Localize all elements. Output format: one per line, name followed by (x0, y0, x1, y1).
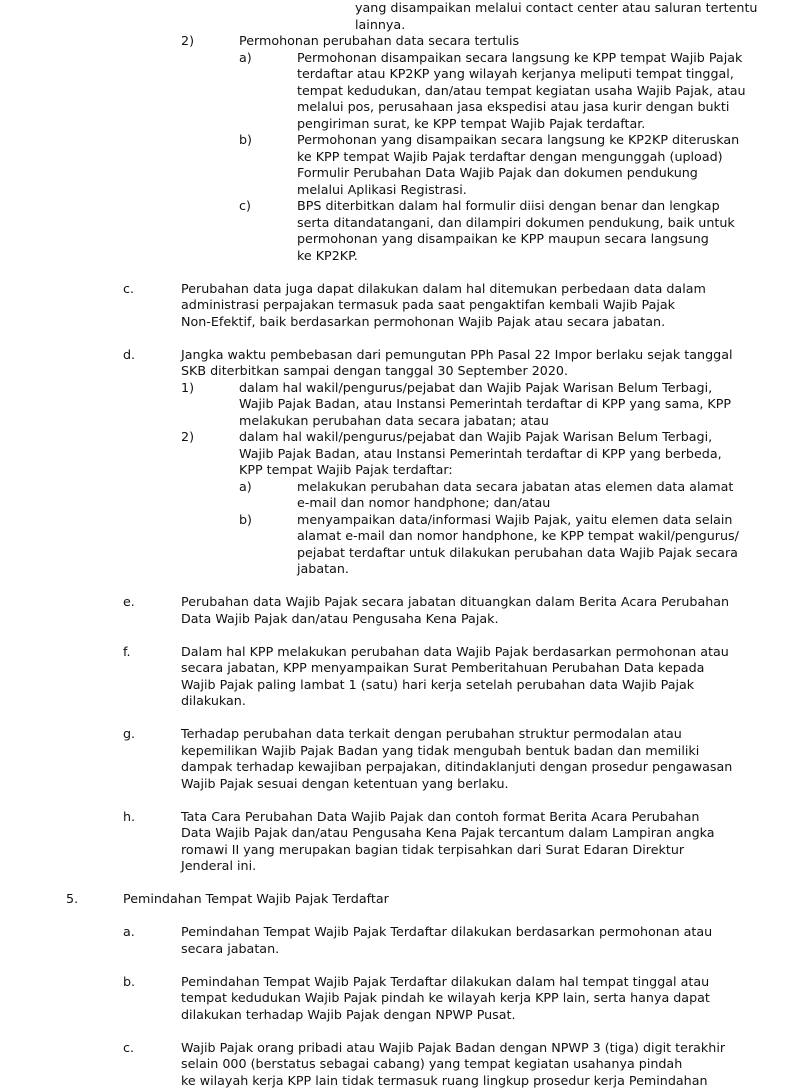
text-line: Non-Efektif, baik berdasarkan permohonan Wajib Pajak atau secara jabatan. (181, 314, 794, 331)
text-line: jabatan. (297, 561, 794, 578)
list-item-text (181, 924, 794, 957)
list-item (0, 347, 794, 380)
text-line: SKB diterbitkan sampai dengan tanggal 30 September 2020. (181, 363, 794, 380)
text-line: Wajib Pajak paling lambat 1 (satu) hari kerja setelah perubahan data Wajib Pajak (181, 677, 794, 694)
list-item-text (355, 0, 794, 33)
list-item-label: a) (239, 479, 252, 496)
text-line: Permohonan yang disampaikan secara langsung ke KP2KP diteruskan (297, 132, 794, 149)
text-line: dilakukan. (181, 693, 794, 710)
text-line: melakukan perubahan data secara jabatan atas elemen data alamat (297, 479, 794, 496)
list-item-text (297, 479, 794, 512)
list-item-text (181, 974, 794, 1024)
list-item-text (239, 380, 794, 430)
list-item (0, 429, 794, 479)
text-line: administrasi perpajakan termasuk pada saat pengaktifan kembali Wajib Pajak (181, 297, 794, 314)
list-item-label: f. (123, 644, 131, 661)
list-item-text (181, 726, 794, 792)
text-line: Formulir Perubahan Data Wajib Pajak dan dokumen pendukung (297, 165, 794, 182)
text-line: Pemindahan Tempat Wajib Pajak Terdaftar (123, 891, 794, 908)
list-item-label: 5. (66, 891, 78, 908)
text-line: dalam hal wakil/pengurus/pejabat dan Wajib Pajak Warisan Belum Terbagi, (239, 429, 794, 446)
list-item-label: d. (123, 347, 135, 364)
text-line: dilakukan terhadap Wajib Pajak dengan NPWP Pusat. (181, 1007, 794, 1024)
list-item-text (239, 429, 794, 479)
list-item (0, 0, 794, 33)
list-item (0, 726, 794, 792)
text-line: BPS diterbitkan dalam hal formulir diisi dengan benar dan lengkap (297, 198, 794, 215)
list-item-text (181, 644, 794, 710)
text-line: melakukan perubahan data secara jabatan; atau (239, 413, 794, 430)
list-item-label: c. (123, 1040, 134, 1057)
list-item (0, 281, 794, 331)
text-line: tempat kedudukan, dan/atau tempat kegiatan usaha Wajib Pajak, atau (297, 83, 794, 100)
list-item (0, 644, 794, 710)
text-line: Pemindahan Tempat Wajib Pajak Terdaftar dilakukan berdasarkan permohonan atau (181, 924, 794, 941)
text-line: Perubahan data Wajib Pajak secara jabatan dituangkan dalam Berita Acara Perubahan (181, 594, 794, 611)
list-item-label: g. (123, 726, 135, 743)
list-item (0, 33, 794, 50)
text-line: selain 000 (berstatus sebagai cabang) yang tempat kegiatan usahanya pindah (181, 1056, 794, 1073)
text-line: lainnya. (355, 17, 794, 34)
text-line: Pemindahan Tempat Wajib Pajak Terdaftar dilakukan dalam hal tempat tinggal atau (181, 974, 794, 991)
text-line: yang disampaikan melalui contact center atau saluran tertentu (355, 0, 794, 17)
text-line: Wajib Pajak orang pribadi atau Wajib Pajak Badan dengan NPWP 3 (tiga) digit terakhir (181, 1040, 794, 1057)
text-line: menyampaikan data/informasi Wajib Pajak, yaitu elemen data selain (297, 512, 794, 529)
list-item (0, 1040, 794, 1089)
list-item (0, 512, 794, 578)
text-line: ke KPP tempat Wajib Pajak terdaftar dengan mengunggah (upload) (297, 149, 794, 166)
text-line: KPP tempat Wajib Pajak terdaftar: (239, 462, 794, 479)
text-line: Perubahan data juga dapat dilakukan dalam hal ditemukan perbedaan data dalam (181, 281, 794, 298)
text-line: dampak terhadap kewajiban perpajakan, ditindaklanjuti dengan prosedur pengawasan (181, 759, 794, 776)
list-item-label: a. (123, 924, 135, 941)
list-item-label: b) (239, 132, 252, 149)
list-item-text (297, 50, 794, 133)
list-item (0, 380, 794, 430)
text-line: Jangka waktu pembebasan dari pemungutan PPh Pasal 22 Impor berlaku sejak tanggal (181, 347, 794, 364)
text-line: secara jabatan. (181, 941, 794, 958)
text-line: pejabat terdaftar untuk dilakukan perubahan data Wajib Pajak secara (297, 545, 794, 562)
list-item (0, 479, 794, 512)
list-item-text (181, 1040, 794, 1089)
text-line: tempat kedudukan Wajib Pajak pindah ke wilayah kerja KPP lain, serta hanya dapat (181, 990, 794, 1007)
text-line: Jenderal ini. (181, 858, 794, 875)
list-item-label: 2) (181, 33, 194, 50)
list-item (0, 974, 794, 1024)
list-item-text (181, 281, 794, 331)
text-line: serta ditandatangani, dan dilampiri dokumen pendukung, baik untuk (297, 215, 794, 232)
text-line: romawi II yang merupakan bagian tidak terpisahkan dari Surat Edaran Direktur (181, 842, 794, 859)
list-item-text (181, 347, 794, 380)
list-item-label: b) (239, 512, 252, 529)
list-item (0, 132, 794, 198)
text-line: Data Wajib Pajak dan/atau Pengusaha Kena Pajak tercantum dalam Lampiran angka (181, 825, 794, 842)
list-item (0, 924, 794, 957)
text-line: Tata Cara Perubahan Data Wajib Pajak dan contoh format Berita Acara Perubahan (181, 809, 794, 826)
list-item-text (297, 132, 794, 198)
text-line: melalui Aplikasi Registrasi. (297, 182, 794, 199)
list-item-text (239, 33, 794, 50)
text-line: secara jabatan, KPP menyampaikan Surat Pemberitahuan Perubahan Data kepada (181, 660, 794, 677)
list-item-label: 2) (181, 429, 194, 446)
list-item (0, 50, 794, 133)
text-line: alamat e-mail dan nomor handphone, ke KPP tempat wakil/pengurus/ (297, 528, 794, 545)
list-item-label: 1) (181, 380, 194, 397)
list-item-text (123, 891, 794, 908)
text-line: dalam hal wakil/pengurus/pejabat dan Wajib Pajak Warisan Belum Terbagi, (239, 380, 794, 397)
text-line: Dalam hal KPP melakukan perubahan data Wajib Pajak berdasarkan permohonan atau (181, 644, 794, 661)
text-line: melalui pos, perusahaan jasa ekspedisi atau jasa kurir dengan bukti (297, 99, 794, 116)
text-line: Permohonan disampaikan secara langsung ke KPP tempat Wajib Pajak (297, 50, 794, 67)
text-line: Wajib Pajak Badan, atau Instansi Pemerintah terdaftar di KPP yang sama, KPP (239, 396, 794, 413)
list-item (0, 198, 794, 264)
text-line: Permohonan perubahan data secara tertulis (239, 33, 794, 50)
list-item-text (181, 809, 794, 875)
text-line: Data Wajib Pajak dan/atau Pengusaha Kena Pajak. (181, 611, 794, 628)
list-item-label: h. (123, 809, 135, 826)
text-line: ke KP2KP. (297, 248, 794, 265)
text-line: Terhadap perubahan data terkait dengan perubahan struktur permodalan atau (181, 726, 794, 743)
list-item (0, 809, 794, 875)
list-item (0, 594, 794, 627)
list-item-text (297, 512, 794, 578)
text-line: ke wilayah kerja KPP lain tidak termasuk ruang lingkup prosedur kerja Pemindahan (181, 1073, 794, 1089)
text-line: pengiriman surat, ke KPP tempat Wajib Pajak terdaftar. (297, 116, 794, 133)
list-item-label: a) (239, 50, 252, 67)
list-item-text (181, 594, 794, 627)
text-line: Wajib Pajak sesuai dengan ketentuan yang berlaku. (181, 776, 794, 793)
text-line: e-mail dan nomor handphone; dan/atau (297, 495, 794, 512)
list-item-label: b. (123, 974, 135, 991)
list-item (0, 891, 794, 908)
list-item-label: e. (123, 594, 135, 611)
text-line: permohonan yang disampaikan ke KPP maupun secara langsung (297, 231, 794, 248)
text-line: kepemilikan Wajib Pajak Badan yang tidak mengubah bentuk badan dan memiliki (181, 743, 794, 760)
list-item-text (297, 198, 794, 264)
list-item-label: c. (123, 281, 134, 298)
list-item-label: c) (239, 198, 251, 215)
text-line: terdaftar atau KP2KP yang wilayah kerjanya meliputi tempat tinggal, (297, 66, 794, 83)
text-line: Wajib Pajak Badan, atau Instansi Pemerintah terdaftar di KPP yang berbeda, (239, 446, 794, 463)
